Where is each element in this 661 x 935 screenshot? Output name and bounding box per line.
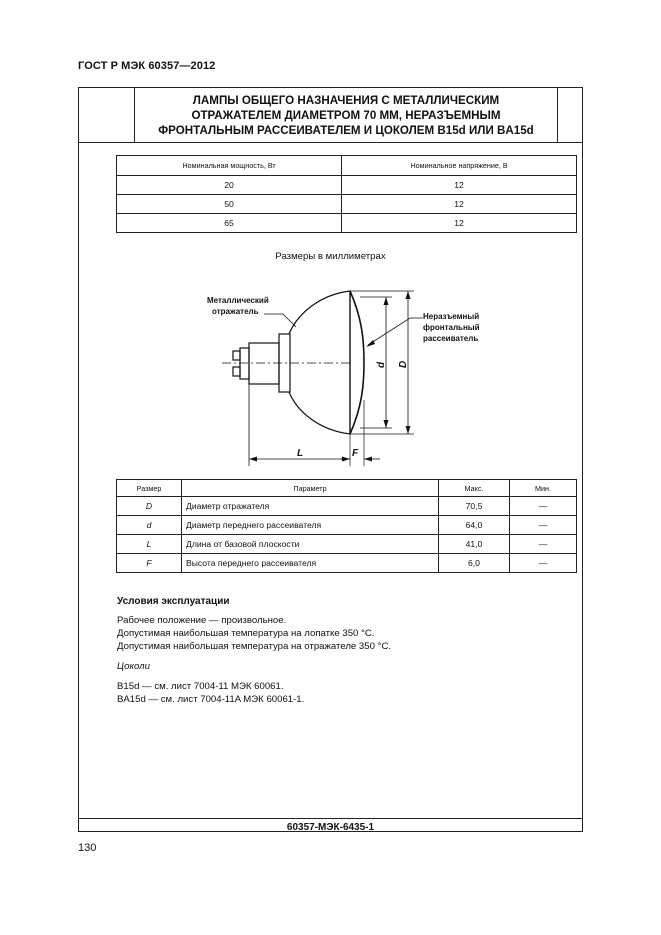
table-row xyxy=(117,516,577,535)
table-header-row xyxy=(117,480,577,497)
arrowhead xyxy=(249,457,257,462)
conditions-line: Допустимая наибольшая температура на отражателе 350 °С. xyxy=(117,641,392,652)
table-cell: 12 xyxy=(342,195,577,214)
page-number: 130 xyxy=(78,842,97,854)
dimension-label-L: L xyxy=(297,448,304,459)
lamp-base xyxy=(249,343,279,384)
dimension-label-D: D xyxy=(398,360,409,368)
arrowhead xyxy=(342,457,350,462)
table-cell: — xyxy=(510,535,577,554)
table-cell: D xyxy=(117,497,182,516)
arrowhead xyxy=(364,457,372,462)
table-cell: 20 xyxy=(117,176,342,195)
table-cell: 12 xyxy=(342,214,577,233)
column-header: Номинальное напряжение, В xyxy=(342,156,577,176)
arrowhead xyxy=(384,297,389,305)
conditions-title: Условия эксплуатации xyxy=(117,596,230,607)
table-cell: Высота переднего рассеивателя xyxy=(182,554,439,573)
arrowhead xyxy=(406,426,411,434)
leader-diffuser xyxy=(368,318,423,345)
table-cell: 41,0 xyxy=(439,535,510,554)
reflector-label: отражатель xyxy=(212,307,259,316)
bases-line: BA15d — см. лист 7004-11A МЭК 60061-1. xyxy=(117,694,305,705)
dimension-label-F: F xyxy=(352,448,359,459)
bases-line: B15d — см. лист 7004-11 МЭК 60061. xyxy=(117,681,284,692)
column-header: Номинальная мощность, Вт xyxy=(117,156,342,176)
reflector-outline-bottom xyxy=(289,392,350,434)
table-cell: d xyxy=(117,516,182,535)
table-row xyxy=(117,535,577,554)
table-cell: 12 xyxy=(342,176,577,195)
table-row xyxy=(117,554,577,573)
conditions-line: Допустимая наибольшая температура на лопатке 350 °С. xyxy=(117,628,375,639)
table-cell: Диаметр переднего рассеивателя xyxy=(182,516,439,535)
title-line: ЛАМПЫ ОБЩЕГО НАЗНАЧЕНИЯ С МЕТАЛЛИЧЕСКИМ xyxy=(192,94,500,107)
title-line: ФРОНТАЛЬНЫМ РАССЕИВАТЕЛЕМ И ЦОКОЛЕМ B15d ИЛИ BA15d xyxy=(158,124,534,137)
dimensions-table xyxy=(116,479,577,573)
reflector-outline-top xyxy=(289,291,350,334)
table-cell: Длина от базовой плоскости xyxy=(182,535,439,554)
diffuser-label: Неразъемный xyxy=(423,312,480,321)
title-line: ОТРАЖАТЕЛЕМ ДИАМЕТРОМ 70 ММ, НЕРАЗЪЕМНЫМ xyxy=(191,109,501,122)
table-cell: 50 xyxy=(117,195,342,214)
arrowhead xyxy=(406,291,411,299)
table-cell: 64,0 xyxy=(439,516,510,535)
diffuser-label: рассеиватель xyxy=(423,334,479,343)
dimension-label-d: d xyxy=(376,361,387,368)
table-cell: L xyxy=(117,535,182,554)
dimensions-caption: Размеры в миллиметрах xyxy=(275,251,386,262)
table-row xyxy=(117,497,577,516)
bases-title: Цоколи xyxy=(117,661,150,672)
table-cell: — xyxy=(510,554,577,573)
column-header: Мин. xyxy=(510,480,577,497)
column-header: Размер xyxy=(117,480,182,497)
column-header: Макс. xyxy=(439,480,510,497)
column-header: Параметр xyxy=(182,480,439,497)
base-pin xyxy=(233,351,240,360)
diffuser-label: фронтальный xyxy=(423,323,480,332)
leader-reflector xyxy=(264,314,296,327)
table-cell: Диаметр отражателя xyxy=(182,497,439,516)
table-cell: 6,0 xyxy=(439,554,510,573)
arrowhead xyxy=(384,420,389,428)
base-pin xyxy=(233,367,240,376)
table-cell: — xyxy=(510,516,577,535)
table-cell: — xyxy=(510,497,577,516)
conditions-line: Рабочее положение — произвольное. xyxy=(117,615,287,626)
table-cell: 65 xyxy=(117,214,342,233)
base-cap xyxy=(240,348,249,379)
front-diffuser xyxy=(350,291,364,434)
table-cell: 70,5 xyxy=(439,497,510,516)
standard-number: ГОСТ Р МЭК 60357—2012 xyxy=(78,60,216,72)
table-cell: F xyxy=(117,554,182,573)
reflector-label: Металлический xyxy=(207,296,269,305)
sheet-number: 60357-МЭК-6435-1 xyxy=(286,822,375,833)
